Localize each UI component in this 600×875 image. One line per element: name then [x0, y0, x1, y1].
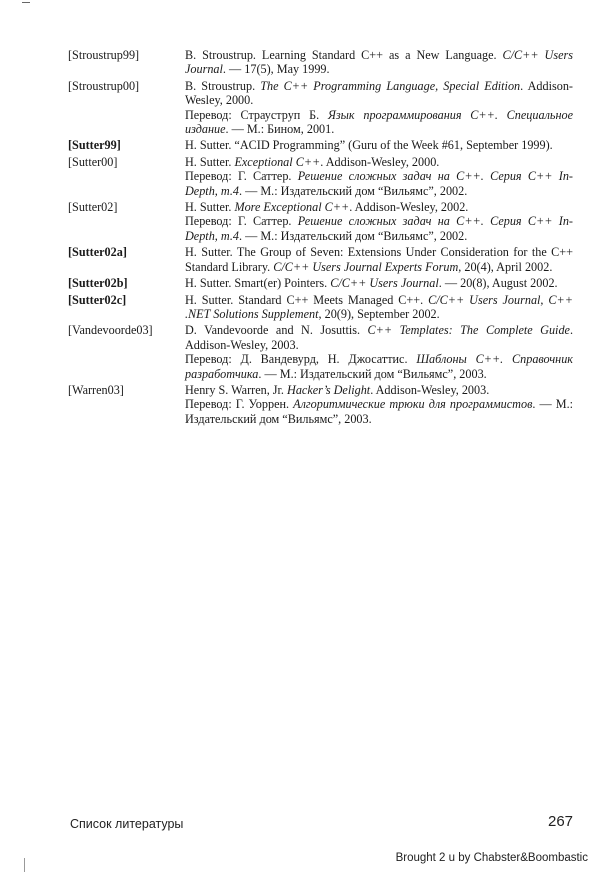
bib-key: [Warren03] [68, 382, 124, 397]
bib-entry [68, 293, 573, 322]
bib-entry [68, 200, 573, 243]
bib-body [185, 200, 573, 243]
bib-body [185, 276, 573, 290]
bib-entry [68, 155, 573, 198]
bib-reference [185, 293, 573, 322]
bib-reference [185, 138, 573, 152]
bib-title-text: The C++ Programming Language, Special Edition [260, 78, 521, 93]
bib-entry [68, 276, 573, 290]
bib-text: Henry S. Warren, Jr. [185, 382, 288, 397]
bib-translation [185, 108, 573, 137]
bib-text: Перевод: Г. Саттер. [185, 169, 298, 184]
bib-text: B. Stroustrup. [185, 78, 261, 93]
bib-key: [Sutter02a] [68, 245, 127, 260]
bib-text: H. Sutter. [185, 154, 235, 169]
bib-text: . Addison-Wesley, 2002. [349, 200, 469, 215]
bib-text: . — М.: Издательский дом “Вильямс”, 2002. [238, 228, 468, 243]
bib-translation [185, 214, 573, 243]
bibliography-list [68, 48, 573, 428]
bib-text: . Addison-Wesley, 2000. [320, 154, 440, 169]
bib-translation [185, 169, 573, 198]
bib-text: . — 20(8), August 2002. [438, 276, 558, 291]
bib-entry [68, 48, 573, 77]
bib-text: B. Stroustrup. Learning Standard C++ as a New Language. [185, 48, 503, 62]
bib-key: [Sutter02c] [68, 292, 127, 307]
bib-reference [185, 245, 573, 274]
bib-title-text: C/C++ Users Journal Experts Forum [273, 259, 459, 274]
bib-title-text: Шаблоны C++. Справочник разработчика [185, 352, 573, 381]
bib-title-text: C++ Templates: The Complete Guide [367, 323, 570, 338]
bib-text: H. Sutter. Standard C++ Meets Managed C++. [185, 292, 429, 307]
bib-text: . — М.: Бином, 2001. [225, 122, 335, 137]
bib-text: . — М.: Издательский дом “Вильямс”, 2002. [238, 183, 468, 198]
running-footer-title: Список литературы [70, 817, 184, 831]
bib-reference [185, 79, 573, 108]
bib-text: H. Sutter. “ACID Programming” (Guru of the Week #61, September 1999). [185, 138, 553, 153]
bib-title-text: Алгоритмические трюки для программистов [293, 397, 533, 412]
bib-title-text: Exceptional C++ [234, 154, 321, 169]
bib-reference [185, 200, 573, 214]
page-number: 267 [548, 813, 574, 830]
bib-text: H. Sutter. The Group of Seven: Extensions Under Consideration for the C++ Standard Library. [185, 245, 573, 274]
bib-key: [Sutter02] [68, 200, 118, 215]
scan-credit: Brought 2 u by Chabster&Boombastic [395, 852, 588, 864]
bib-title-text: C/C++ Users Journal [185, 48, 573, 77]
bib-title-text: C/C++ Users Journal [330, 276, 439, 291]
bib-text: H. Sutter. [185, 200, 235, 215]
bib-title-text: C/C++ Users Journal, C++ .NET Solutions Supplement [185, 292, 573, 321]
bib-body [185, 138, 573, 152]
bib-body [185, 155, 573, 198]
bib-body [185, 383, 573, 426]
bib-key: [Stroustrup99] [68, 48, 140, 62]
bib-text: Перевод: Д. Вандевурд, Н. Джосаттис. [185, 352, 417, 367]
bib-reference [185, 323, 573, 352]
bib-translation [185, 397, 573, 426]
bib-entry [68, 383, 573, 426]
bib-text: . — М.: Издательский дом “Вильямс”, 2003. [185, 397, 574, 426]
bib-text: H. Sutter. Smart(er) Pointers. [185, 276, 331, 291]
bib-title-text: Язык программирования C++. Специальное издание [185, 107, 573, 137]
bib-reference [185, 155, 573, 169]
bib-text: . — 17(5), May 1999. [222, 62, 330, 77]
bib-translation [185, 352, 573, 381]
bib-reference [185, 48, 573, 77]
edge-mark [24, 858, 25, 872]
corner-mark [22, 2, 30, 3]
bib-title-text: Hacker’s Delight [287, 382, 371, 397]
bib-text: Перевод: Страуструп Б. [185, 107, 328, 122]
bib-entry [68, 138, 573, 152]
bib-text: , 20(9), September 2002. [318, 306, 440, 321]
bib-title-text: Решение сложных задач на C++. Серия C++ In-Depth, т.4 [185, 169, 573, 198]
bib-key: [Sutter02b] [68, 276, 128, 291]
bib-text: Перевод: Г. Уоррен. [185, 397, 294, 412]
bib-entry [68, 323, 573, 381]
bib-key: [Stroustrup00] [68, 78, 140, 93]
bib-text: D. Vandevoorde and N. Josuttis. [185, 323, 368, 338]
bib-entry [68, 79, 573, 137]
bib-body [185, 293, 573, 322]
bib-title-text: More Exceptional C++ [234, 200, 350, 215]
bib-key: [Sutter99] [68, 138, 121, 153]
bib-body [185, 323, 573, 381]
bib-body [185, 79, 573, 137]
bib-reference [185, 383, 573, 397]
bib-reference [185, 276, 573, 290]
bib-text: . Addison-Wesley, 2003. [370, 382, 490, 397]
bib-key: [Sutter00] [68, 154, 118, 169]
bib-body [185, 245, 573, 274]
bib-text: , 20(4), April 2002. [458, 259, 553, 274]
bib-text: . Addison-Wesley, 2000. [185, 78, 573, 108]
bib-text: . Addison-Wesley, 2003. [185, 323, 573, 352]
bib-text: Перевод: Г. Саттер. [185, 214, 298, 229]
bib-title-text: Решение сложных задач на C++. Серия C++ In-Depth, т.4 [185, 214, 573, 243]
bib-entry [68, 245, 573, 274]
bib-key: [Vandevoorde03] [68, 323, 153, 338]
bib-text: . — М.: Издательский дом “Вильямс”, 2003. [258, 366, 487, 381]
bib-body [185, 48, 573, 77]
